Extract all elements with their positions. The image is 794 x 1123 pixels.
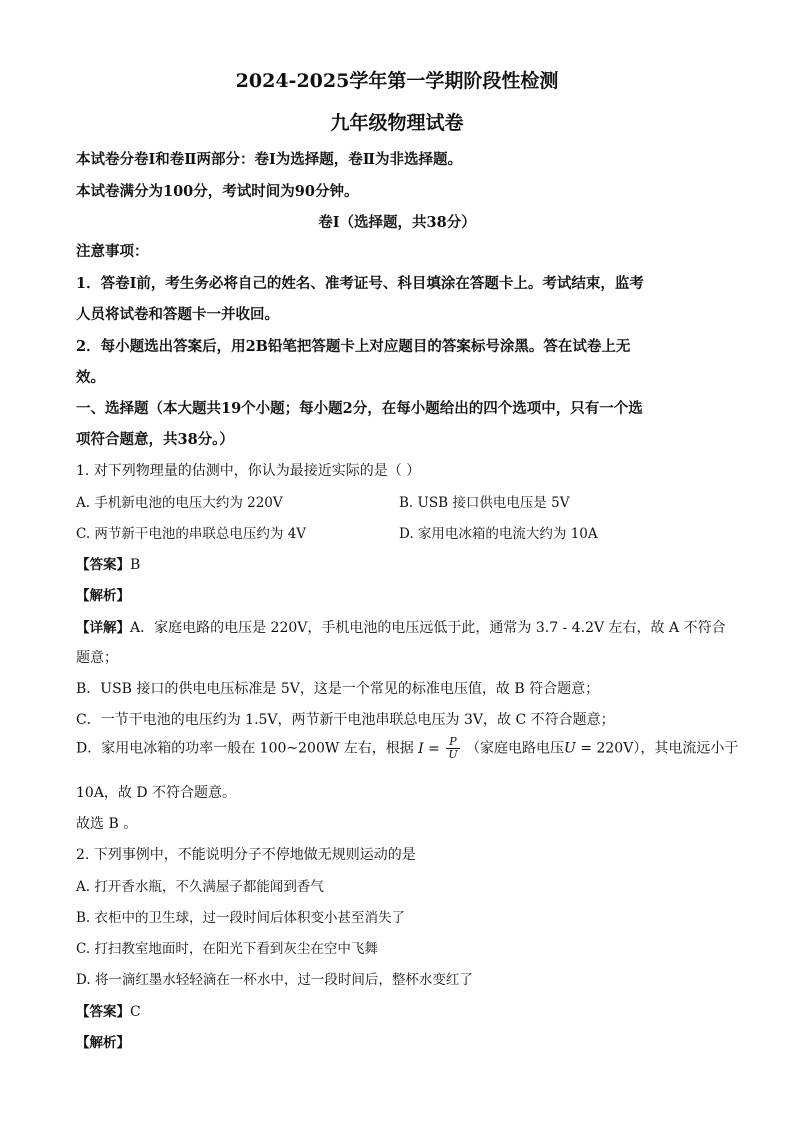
intro-line-2: 本试卷满分为100分，考试时间为90分钟。 [76,183,359,200]
q1-detail-e [76,736,738,761]
detail-text-e1: D．家用电冰箱的功率一般在 100~200W 左右，根据 [76,740,414,757]
q1-detail-d: C．一节干电池的电压约为 1.5V，两节新干电池串联总电压为 3V，故 C 不符合题意； [76,712,615,728]
intro-line-1: 本试卷分卷Ⅰ和卷Ⅱ两部分：卷Ⅰ为选择题，卷Ⅱ为非选择题。 [76,151,463,168]
q1-option-d: D. 家用电冰箱的电流大约为 10A [399,526,598,542]
exam-title: 2024-2025学年第一学期阶段性检测 [235,70,559,92]
q1-detail-f: 10A，故 D 不符合题意。 [76,785,237,801]
q1-stem: 1. 对下列物理量的估测中，你认为最接近实际的是（ ） [76,463,421,479]
detail-text-e3: ），其电流远小于 [633,740,739,757]
formula2-rest: = 220V [575,740,634,757]
note-2-line-b: 效。 [76,369,105,386]
q1-detail-a [76,616,726,637]
formula-current [418,735,466,761]
detail-text-a: A．家庭电路的电压是 220V，手机电池的电压远低于此，通常为 3.7 - 4.2V 左右，故 A 不符合 [130,620,726,636]
q2-option-d: D. 将一滴红墨水轻轻滴在一杯水中，过一段时间后，整杯水变红了 [76,972,473,988]
q1-detail-c: B．USB 接口的供电电压标准是 5V，这是一个常见的标准电压值，故 B 符合题意； [76,681,600,697]
detail-text-e2: （家庭电路电压 [466,740,565,757]
q1-detail-b: 题意； [76,650,118,666]
q1-option-c: C. 两节新干电池的串联总电压约为 4V [76,526,307,542]
answer-value: C [130,1004,141,1020]
note-1-line-a: 1．答卷Ⅰ前，考生务必将自己的姓名、准考证号、科目填涂在答题卡上。考试结束，监考 [76,275,644,292]
q1-option-b: B. USB 接口供电电压是 5V [399,495,570,511]
part1-heading-a: 一、选择题（本大题共19个小题；每小题2分，在每小题给出的四个选项中，只有一个选 [76,400,643,417]
formula2-var: U [564,740,576,757]
q2-analysis-tag: 【解析】 [76,1035,130,1051]
detail-tag: 【详解】 [76,620,130,636]
q1-analysis-tag: 【解析】 [76,588,130,604]
answer-tag: 【答案】 [76,1004,130,1020]
formula-eq: = [423,740,445,757]
q2-option-a: A. 打开香水瓶，不久满屋子都能闻到香气 [76,879,324,895]
formula-numerator: P [446,736,459,749]
part1-heading-b: 项符合题意，共38分。） [76,431,234,448]
section-heading: 卷Ⅰ（选择题，共38分） [318,214,476,231]
formula-denominator: U [448,748,458,761]
q1-conclusion: 故选 B 。 [76,816,138,832]
q2-answer [76,1000,141,1020]
q1-option-a: A. 手机新电池的电压大约为 220V [76,495,283,511]
note-2-line-a: 2．每小题选出答案后，用2B铅笔把答题卡上对应题目的答案标号涂黑。答在试卷上无 [76,338,631,355]
q1-answer [76,553,140,573]
formula-lhs: I [418,740,424,757]
exam-subtitle: 九年级物理试卷 [330,112,464,134]
formula-fraction [446,736,459,761]
notes-heading: 注意事项： [76,243,149,260]
q2-option-c: C. 打扫教室地面时，在阳光下看到灰尘在空中飞舞 [76,941,378,957]
answer-tag: 【答案】 [76,557,130,573]
note-1-line-b: 人员将试卷和答题卡一并收回。 [76,306,279,323]
q2-option-b: B. 衣柜中的卫生球，过一段时间后体积变小甚至消失了 [76,910,406,926]
q2-stem: 2. 下列事例中，不能说明分子不停地做无规则运动的是 [76,847,416,863]
answer-value: B [130,557,141,573]
